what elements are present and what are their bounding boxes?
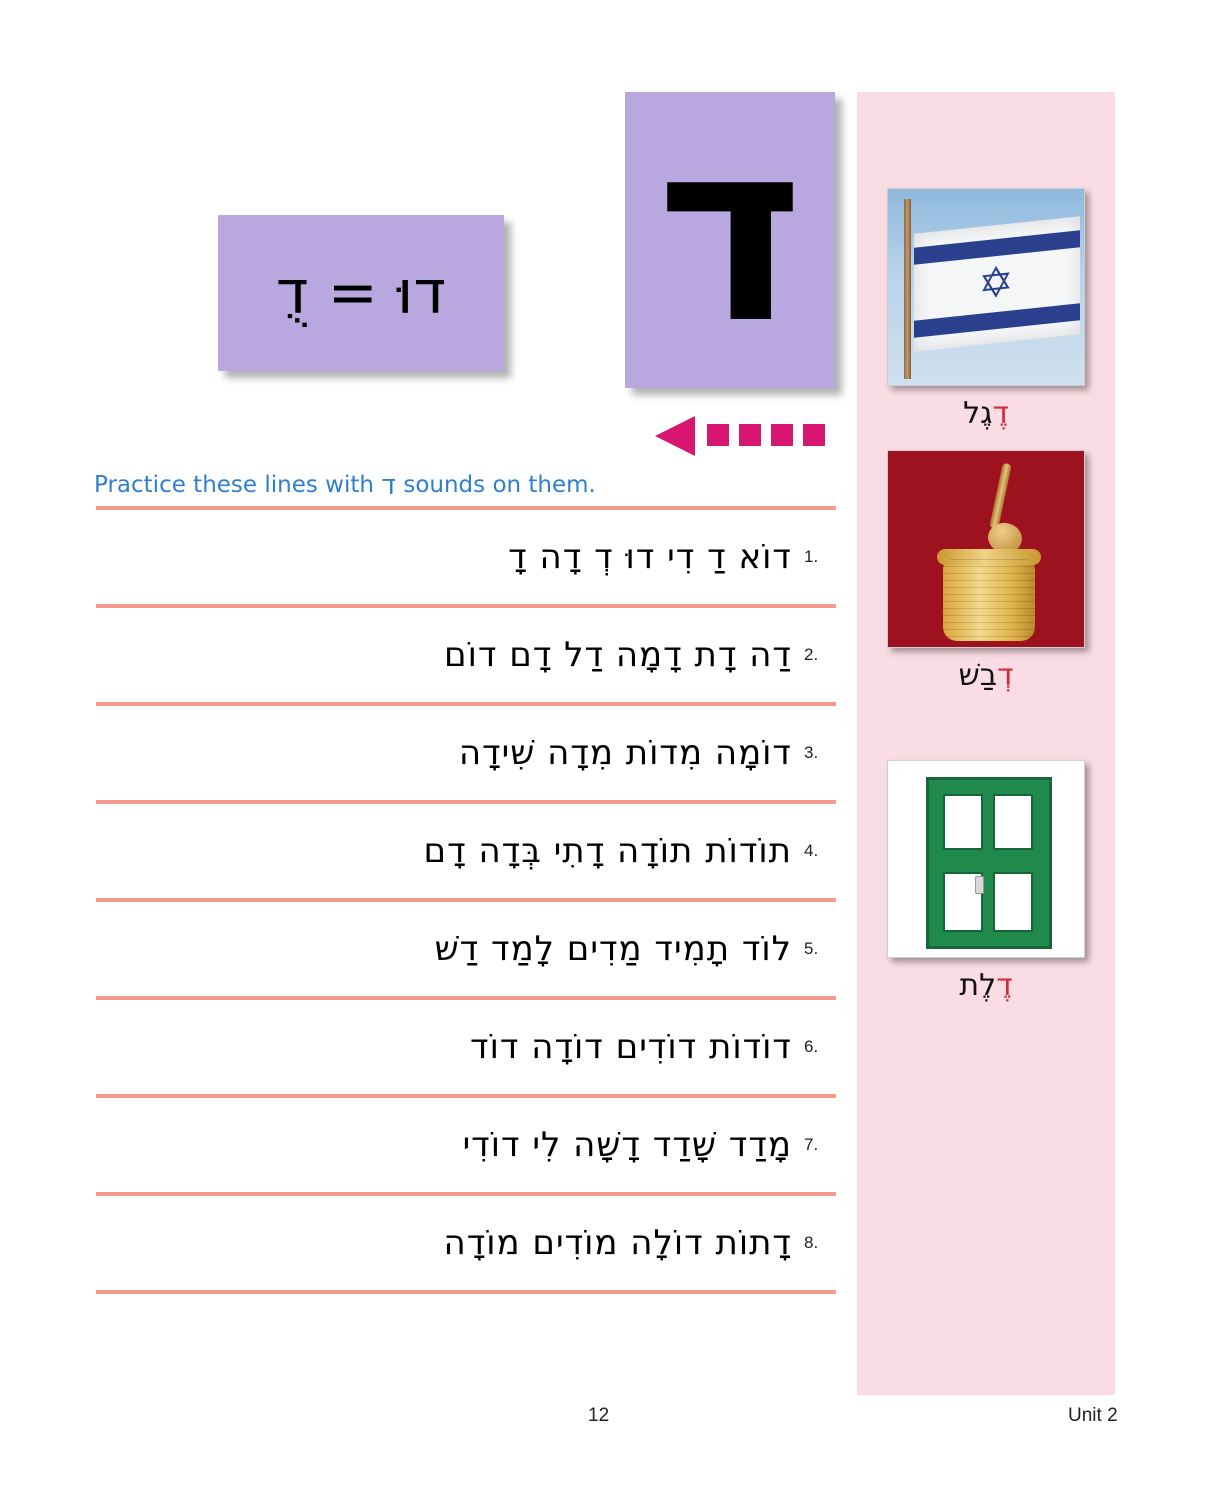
row-text: דוֹא דַ דִי דוּ דְ דָה דָ xyxy=(508,537,792,577)
vowel-equation-text: דוּ = דֻ xyxy=(275,258,447,328)
practice-row xyxy=(96,804,836,898)
rule-line xyxy=(96,1290,836,1294)
practice-row xyxy=(96,1000,836,1094)
row-text: לוֹד תָמִיד מַדִים לָמַד דַשׁ xyxy=(434,929,792,969)
jar-ridges xyxy=(943,559,1035,641)
caption-highlight: דְ xyxy=(997,658,1014,693)
arrow-dash xyxy=(739,424,761,446)
letter-card xyxy=(625,87,835,388)
caption-highlight: דֶ xyxy=(992,396,1009,431)
honey-jar xyxy=(943,559,1035,641)
door-handle xyxy=(975,876,984,894)
row-number: 5. xyxy=(804,939,819,958)
right-sidebar xyxy=(857,92,1115,1395)
practice-row xyxy=(96,608,836,702)
practice-lines xyxy=(96,506,836,1294)
door-pane xyxy=(943,794,983,850)
practice-row xyxy=(96,1196,836,1290)
instruction-before: Practice these lines with xyxy=(94,472,374,498)
flag-pole xyxy=(904,199,911,379)
row-number: 3. xyxy=(804,743,819,762)
flag-cloth xyxy=(914,216,1080,351)
row-number: 4. xyxy=(804,841,819,860)
row-number: 1. xyxy=(804,547,819,566)
caption-rest: בַשׁ xyxy=(958,658,998,693)
sidebar-caption-flag xyxy=(857,396,1115,431)
row-text: מָדַד שָׁדַד דָשָׁה לִי דוֹדִי xyxy=(462,1125,792,1165)
green-door-photo xyxy=(887,760,1085,958)
row-text: דַה דָת דָמָה דַל דָם דוֹם xyxy=(444,635,792,675)
direction-arrow xyxy=(655,413,825,459)
row-text: תוֹדוֹת תוֹדָה דָתִי בְּדָה דָם xyxy=(423,831,792,871)
arrow-dash xyxy=(803,424,825,446)
hebrew-letter-dalet: ד xyxy=(656,87,804,378)
row-number: 7. xyxy=(804,1135,819,1154)
sidebar-item-honey xyxy=(857,450,1115,693)
instruction-letter: ד xyxy=(381,470,397,501)
row-number: 6. xyxy=(804,1037,819,1056)
instruction-after: sounds on them. xyxy=(403,472,596,498)
practice-row xyxy=(96,902,836,996)
honey-jar-photo xyxy=(887,450,1085,648)
arrow-dash xyxy=(707,424,729,446)
caption-highlight: דֶ xyxy=(996,968,1013,1003)
sidebar-caption-door xyxy=(857,968,1115,1003)
unit-label: Unit 2 xyxy=(1068,1405,1118,1426)
page-number: 12 xyxy=(588,1405,610,1426)
sidebar-item-flag xyxy=(857,188,1115,431)
door-pane xyxy=(993,872,1033,932)
caption-rest: גֶל xyxy=(963,396,993,431)
row-number: 2. xyxy=(804,645,819,664)
door-frame xyxy=(926,777,1052,949)
row-number: 8. xyxy=(804,1233,819,1252)
arrow-dash xyxy=(771,424,793,446)
door-pane xyxy=(993,794,1033,850)
practice-row xyxy=(96,706,836,800)
arrow-head-icon xyxy=(655,416,695,456)
row-text: דוֹמָה מִדוֹת מִדָה שִׁידָה xyxy=(458,733,792,773)
sidebar-item-door xyxy=(857,760,1115,1003)
row-text: דוֹדוֹת דוֹדִים דוֹדָה דוֹד xyxy=(470,1027,792,1067)
practice-row xyxy=(96,1098,836,1192)
flag-stripe-bottom xyxy=(914,303,1080,337)
practice-row xyxy=(96,510,836,604)
instruction-text xyxy=(94,470,596,501)
israel-flag-photo xyxy=(887,188,1085,386)
sidebar-caption-honey xyxy=(857,658,1115,693)
star-of-david-icon: ✡ xyxy=(978,257,1014,308)
row-text: דָתוֹת דוֹלָה מוֹדִים מוֹדָה xyxy=(443,1223,792,1263)
vowel-equation-card xyxy=(218,215,504,371)
caption-rest: לֶת xyxy=(959,968,997,1003)
